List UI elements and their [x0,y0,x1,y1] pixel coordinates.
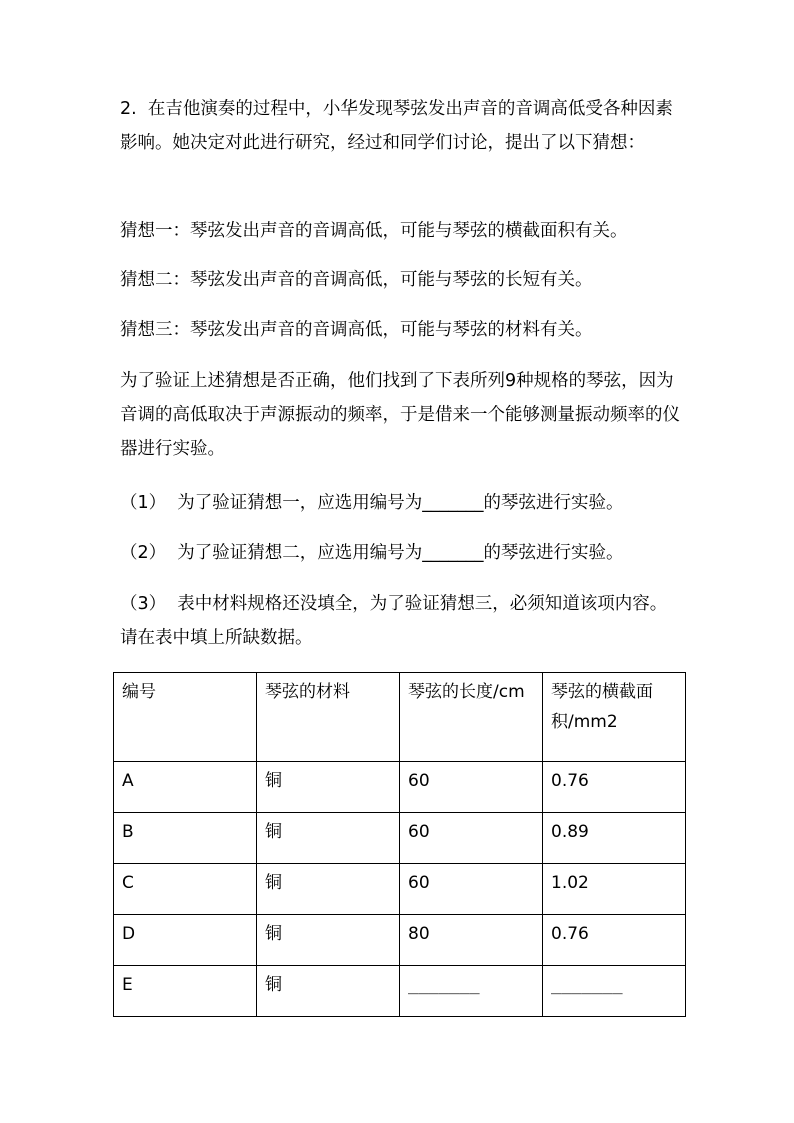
cell-length: 60 [400,762,543,813]
table-row [114,813,686,864]
table-row [114,966,686,1017]
method-paragraph: 为了验证上述猜想是否正确，他们找到了下表所列9种规格的琴弦，因为音调的高低取决于声源振动的频率，于是借来一个能够测量振动频率的仪器进行实验。 [120,371,680,459]
header-cell-id: 编号 [114,673,257,762]
table-header-row [114,673,686,762]
cell-material: 铜 [257,864,400,915]
string-spec-table [113,672,686,1017]
guess-one: 猜想一：琴弦发出声音的音调高低，可能与琴弦的横截面积有关。 [120,221,628,241]
cell-area-blank: _______ [543,966,686,1017]
cell-length: 60 [400,813,543,864]
sub-question-1: （1） 为了验证猜想一，应选用编号为_______的琴弦进行实验。 [120,493,624,513]
table-row [114,762,686,813]
cell-material: 铜 [257,813,400,864]
cell-area: 0.89 [543,813,686,864]
guess-three: 猜想三：琴弦发出声音的音调高低，可能与琴弦的材料有关。 [120,320,593,340]
cell-id: D [114,915,257,966]
sub-question-3: （3） 表中材料规格还没填全，为了验证猜想三，必须知道该项内容。请在表中填上所缺数据。 [120,594,668,648]
header-cell-material: 琴弦的材料 [257,673,400,762]
cell-length: 60 [400,864,543,915]
cell-area: 1.02 [543,864,686,915]
cell-length-blank: _______ [400,966,543,1017]
table-row [114,915,686,966]
cell-material: 铜 [257,762,400,813]
cell-id: E [114,966,257,1017]
cell-id: A [114,762,257,813]
cell-material: 铜 [257,915,400,966]
question-intro: 2. 在吉他演奏的过程中，小华发现琴弦发出声音的音调高低受各种因素影响。她决定对此进行研究，经过和同学们讨论，提出了以下猜想： [120,99,673,153]
cell-area: 0.76 [543,762,686,813]
guess-two: 猜想二：琴弦发出声音的音调高低，可能与琴弦的长短有关。 [120,270,593,290]
table-row [114,864,686,915]
cell-area: 0.76 [543,915,686,966]
cell-length: 80 [400,915,543,966]
cell-material: 铜 [257,966,400,1017]
sub-question-2: （2） 为了验证猜想二，应选用编号为_______的琴弦进行实验。 [120,543,624,563]
header-cell-area: 琴弦的横截面积/mm2 [543,673,686,762]
cell-id: C [114,864,257,915]
header-cell-length: 琴弦的长度/cm [400,673,543,762]
cell-id: B [114,813,257,864]
